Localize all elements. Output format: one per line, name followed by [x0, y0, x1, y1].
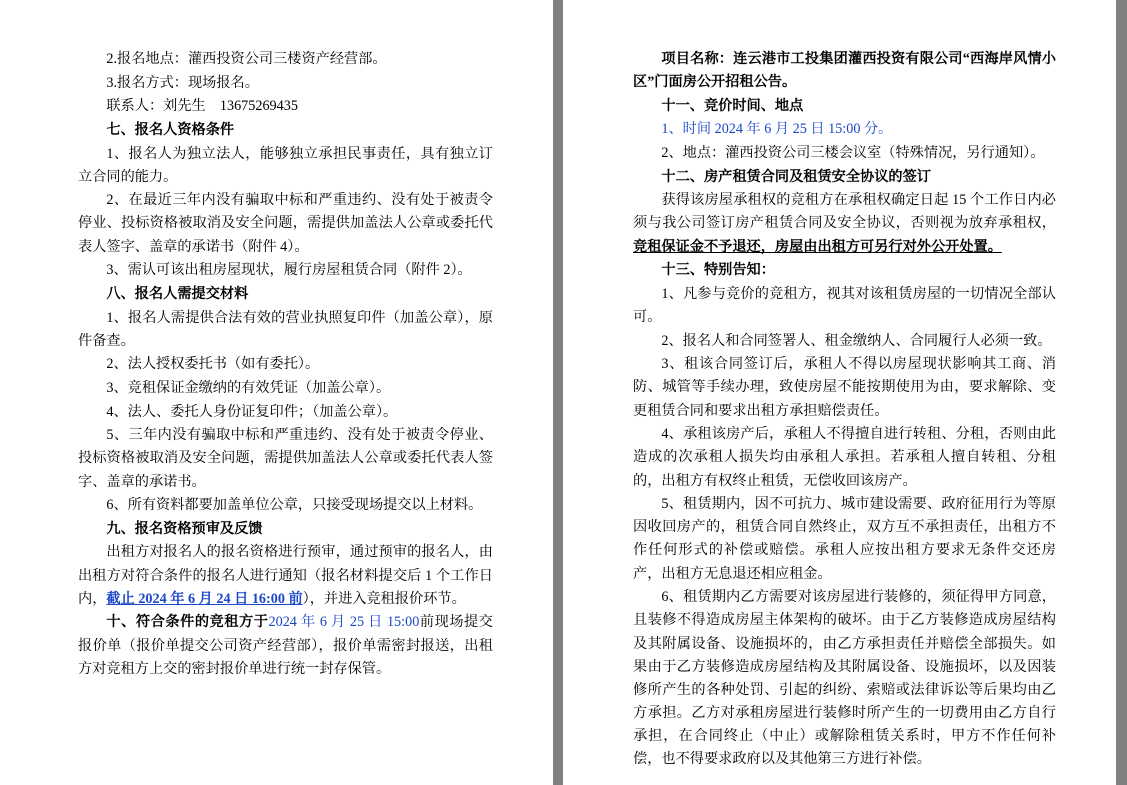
document-paragraph — [633, 48, 1056, 94]
text-run: 4、承租该房产后，承租人不得擅自进行转租、分租，否则由此造成的次承租人损失均由承租人承担。若承租人擅自转租、分租的，出租方有权终止租赁，无偿收回该房产。 — [633, 426, 1056, 489]
text-run: 出租方对报名人的报名资格进行预审，通过预审的报名人，由出租方对符合条件的报名人进行通知（报名材料提交后 1 个工作日内， — [78, 544, 493, 607]
text-run: 联系人：刘先生 13675269435 — [106, 98, 298, 115]
text-run: 3、竞租保证金缴纳的有效凭证（加盖公章）。 — [106, 379, 391, 396]
text-run: 2、报名人和合同签署人、租金缴纳人、合同履行人必须一致。 — [661, 332, 1052, 349]
document-paragraph — [633, 259, 1056, 282]
text-run: 1、凡参与竞价的竞租方，视其对该租赁房屋的一切情况全部认可。 — [633, 285, 1056, 326]
text-run: 3、租该合同签订后，承租人不得以房屋现状影响其工商、消防、城管等手续办理，致使房屋不能按期使用为由，要求解除、变更租赁合同和要求出租方承担赔偿责任。 — [633, 356, 1056, 419]
text-run: 十、符合条件的竞租方于 — [106, 614, 269, 631]
document-paragraph — [78, 494, 493, 517]
text-run: 七、报名人资格条件 — [106, 121, 235, 138]
document-paragraph — [633, 95, 1056, 118]
document-paragraph — [78, 353, 493, 376]
document-paragraph — [633, 118, 1056, 141]
document-paragraph — [78, 611, 493, 680]
document-paragraph — [78, 518, 493, 541]
text-run: 九、报名资格预审及反馈 — [106, 520, 263, 537]
text-run: 3、需认可该出租房屋现状，履行房屋租赁合同（附件 2）。 — [106, 262, 472, 279]
text-run: 项目名称： — [661, 51, 734, 67]
page-separator — [553, 0, 563, 785]
page-right-content — [633, 48, 1056, 771]
text-run: 2、法人授权委托书（如有委托）。 — [106, 356, 320, 373]
text-run: 1、报名人为独立法人，能够独立承担民事责任，具有独立订立合同的能力。 — [78, 145, 493, 185]
text-run: 获得该房屋承租权的竞租方在承租权确定日起 15 个工作日内必须与我公司签订房产租赁合同及安全协议，否则视为放弃承租权， — [633, 192, 1056, 232]
document-paragraph — [78, 143, 493, 189]
text-run: 截止 2024 年 6 月 24 日 16:00 前 — [106, 590, 303, 607]
document-paragraph — [78, 48, 493, 71]
document-paragraph — [633, 166, 1056, 189]
text-run: 2、在最近三年内没有骗取中标和严重违约、没有处于被责令停业、投标资格被取消及安全问题，需提供加盖法人公章或委托代表人签字、盖章的承诺书（附件 4）。 — [78, 192, 493, 255]
document-paragraph — [633, 283, 1056, 329]
document-paragraph — [78, 424, 493, 493]
document-paragraph — [633, 353, 1056, 422]
text-run: 3.报名方式：现场报名。 — [106, 74, 259, 91]
document-paragraph — [633, 423, 1056, 492]
text-run: 2.报名地点：灌西投资公司三楼资产经营部。 — [106, 51, 387, 67]
document-paragraph — [78, 95, 493, 118]
text-run: 4、法人、委托人身份证复印件；（加盖公章）。 — [106, 403, 398, 420]
document-page-left — [0, 0, 553, 785]
document-paragraph — [78, 119, 493, 142]
text-run: 6、所有资料都要加盖单位公章，只接受现场提交以上材料。 — [106, 497, 483, 514]
document-paragraph — [633, 330, 1056, 353]
text-run: 5、三年内没有骗取中标和严重违约、没有处于被责令停业、投标资格被取消及安全问题，需提供加盖法人公章或委托代表人签字、盖章的承诺书。 — [78, 427, 493, 490]
text-run: 1、时间 2024 年 6 月 25 日 15:00 分。 — [661, 121, 893, 138]
document-paragraph — [78, 307, 493, 353]
text-run: 十二、房产租赁合同及租赁安全协议的签订 — [661, 168, 931, 185]
text-run: 1、报名人需提供合法有效的营业执照复印件（加盖公章），原件备查。 — [78, 309, 493, 349]
text-run: 十三、特别告知： — [661, 262, 775, 279]
text-run: 5、租赁期内，因不可抗力、城市建设需要、政府征用行为等原因收回房产的，租赁合同自然终止，双方互不承担责任，出租方不作任何形式的补偿或赔偿。承租人应按出租方要求无条件交还房产，出租方无息退还相应租金。 — [633, 496, 1056, 582]
text-run: 连云港市工投集团灌西投资有限公司“西海岸风情小区”门面房公开招租公告。 — [633, 51, 1056, 91]
text-run: ），并进入竞租报价环节。 — [302, 590, 466, 607]
document-paragraph — [78, 541, 493, 610]
document-paragraph — [78, 72, 493, 95]
text-run: 十一、竞价时间、地点 — [661, 97, 804, 114]
text-run: 2、地点：灌西投资公司三楼会议室（特殊情况，另行通知）。 — [661, 145, 1045, 162]
document-paragraph — [633, 493, 1056, 586]
document-paragraph — [633, 586, 1056, 771]
document-paragraph — [78, 401, 493, 424]
document-paragraph — [78, 283, 493, 306]
text-run: 前现场提交报价单（报价单提交公司资产经营部），报价单需密封报送，出租方对竞租方上交的密封报价单进行统一封存保管。 — [78, 614, 493, 677]
text-run: 竞租保证金不予退还，房屋由出租方可另行对外公开处置。 — [633, 238, 1002, 255]
document-paragraph — [633, 142, 1056, 165]
document-page-right — [563, 0, 1116, 785]
text-run: 6、租赁期内乙方需要对该房屋进行装修的，须征得甲方同意，且装修不得造成房屋主体架构的破坏。由于乙方装修造成房屋结构及其附属设备、设施损坏的，由乙方承担责任并赔偿全部损失。如果由于乙方装修造成房屋结构及其附属设备、设施损坏，以及因装修所产生的各种处罚、引起的纠纷、索赔或法律诉讼等后果均由乙方承担。乙方对承租房屋进行装修时所产生的一切费用由乙方自行承担，在合同终止（中止）或解除租赁关系时，甲方不作任何补偿，也不得要求政府以及其他第三方进行补偿。 — [633, 589, 1056, 768]
page-left-content — [78, 48, 493, 681]
document-paragraph — [633, 189, 1056, 258]
document-paragraph — [78, 377, 493, 400]
document-paragraph — [78, 189, 493, 258]
text-run: 2024 年 6 月 25 日 15:00 — [268, 614, 420, 631]
text-run: 八、报名人需提交材料 — [106, 285, 249, 302]
document-paragraph — [78, 259, 493, 282]
